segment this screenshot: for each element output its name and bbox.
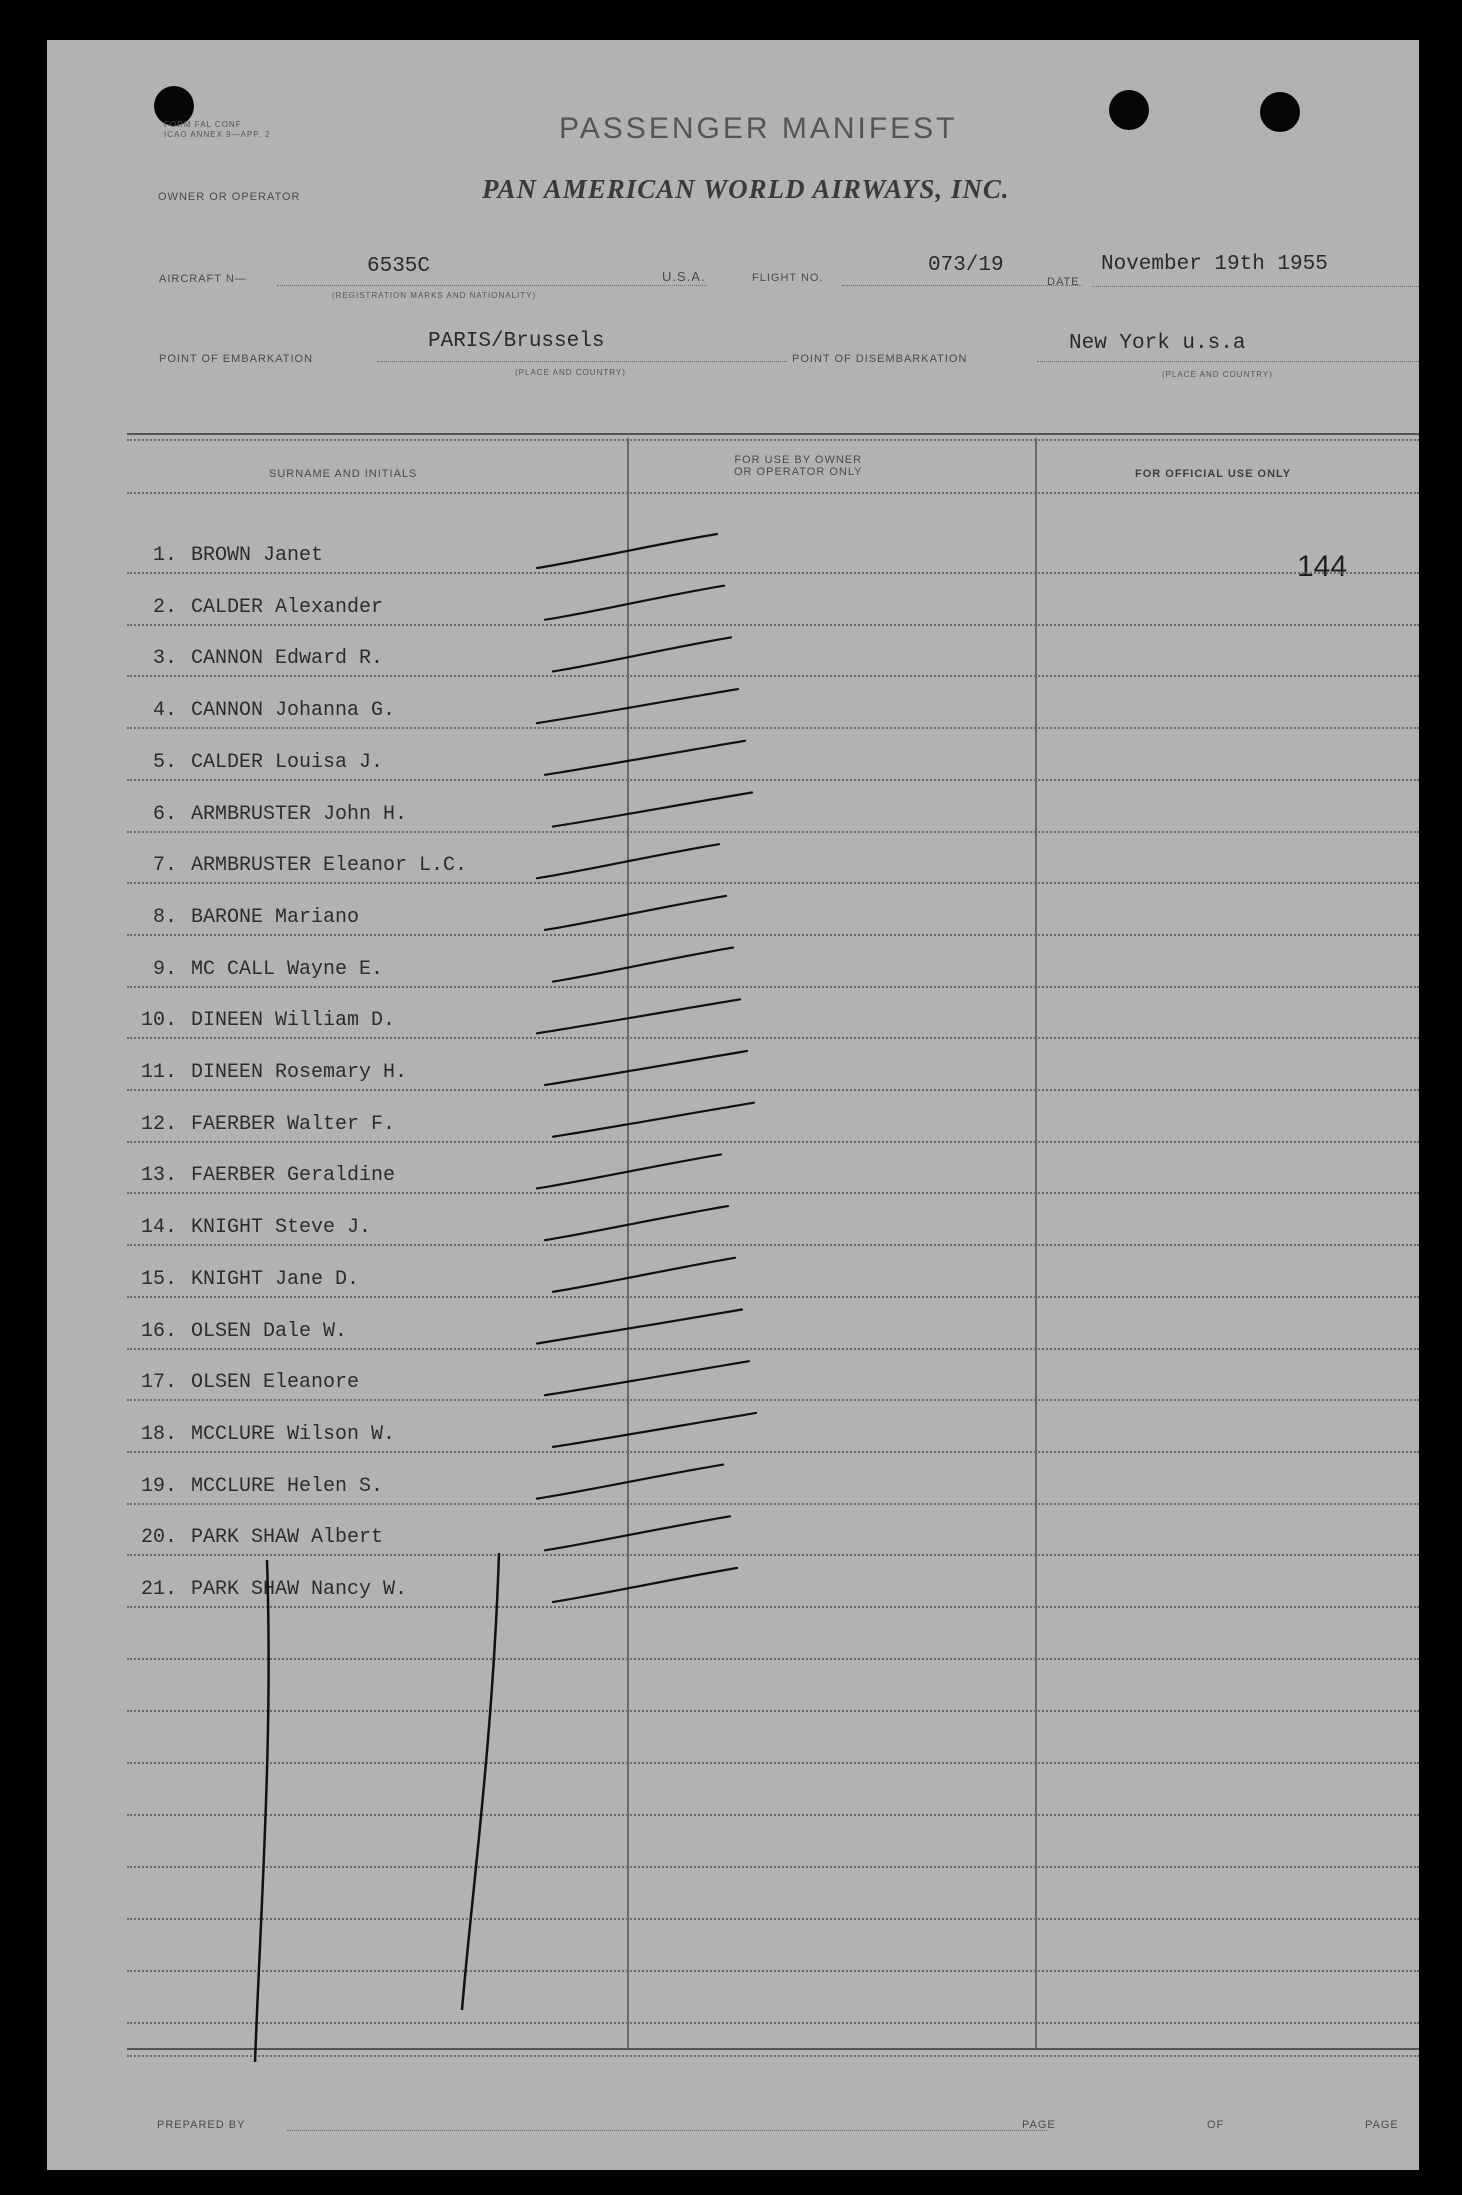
checkmark-stroke — [545, 1516, 730, 1550]
passenger-number: 11. — [140, 1061, 177, 1084]
checkmark-stroke — [553, 1413, 756, 1447]
checkmark-stroke — [537, 689, 738, 723]
checkmark-stroke — [553, 637, 731, 671]
checkmark-stroke — [545, 586, 724, 620]
aircraft-label: AIRCRAFT N— — [159, 273, 247, 285]
cancel-stroke-left — [255, 1560, 269, 2062]
checkmark-stroke — [545, 741, 745, 775]
embarkation-caption: (PLACE AND COUNTRY) — [515, 368, 626, 377]
checkmark-stroke — [537, 534, 717, 568]
cancel-stroke-right — [462, 1553, 499, 2010]
checkmark-stroke — [537, 1154, 721, 1188]
column-header-surname: SURNAME AND INITIALS — [269, 468, 418, 480]
passenger-number: 21. — [140, 1578, 177, 1601]
checkmark-stroke — [553, 1568, 737, 1602]
passenger-name: PARK SHAW Albert — [191, 1526, 384, 1549]
flight-value: 073/19 — [928, 254, 1004, 277]
of-label: OF — [1207, 2119, 1225, 2131]
checkmark-stroke — [537, 844, 719, 878]
checkmark-stroke — [537, 1465, 723, 1499]
passenger-name: CANNON Edward R. — [191, 647, 384, 670]
passenger-name: CALDER Louisa J. — [191, 751, 384, 774]
passenger-number: 12. — [140, 1113, 177, 1136]
passenger-number: 3. — [152, 647, 177, 670]
passenger-number: 20. — [140, 1526, 177, 1549]
passenger-name: KNIGHT Jane D. — [191, 1268, 360, 1291]
registration-caption: (REGISTRATION MARKS AND NATIONALITY) — [332, 291, 537, 300]
passenger-name: CANNON Johanna G. — [191, 699, 396, 722]
passenger-number: 19. — [140, 1475, 177, 1498]
page-label-right: PAGE — [1365, 2119, 1399, 2131]
checkmark-stroke — [553, 1103, 754, 1137]
checkmark-stroke — [553, 1258, 735, 1292]
passenger-number: 7. — [152, 854, 177, 877]
passenger-number: 15. — [140, 1268, 177, 1291]
prepared-by-label: PREPARED BY — [157, 2119, 246, 2131]
checkmark-stroke — [545, 1051, 747, 1085]
passenger-name: DINEEN Rosemary H. — [191, 1061, 408, 1084]
flight-label: FLIGHT NO. — [752, 272, 824, 284]
passenger-number: 10. — [140, 1009, 177, 1032]
passenger-number: 2. — [152, 596, 177, 619]
column-header-owner-use: FOR USE BY OWNER OR OPERATOR ONLY — [734, 454, 863, 478]
manifest-sheet — [47, 40, 1419, 2170]
checkmark-stroke — [537, 1310, 742, 1344]
checkmark-stroke — [553, 793, 752, 827]
embarkation-value: PARIS/Brussels — [428, 330, 605, 353]
date-value: November 19th 1955 — [1101, 253, 1328, 276]
passenger-name: OLSEN Eleanore — [191, 1371, 360, 1394]
passenger-number: 1. — [152, 544, 177, 567]
checkmark-stroke — [545, 1361, 749, 1395]
passenger-name: DINEEN William D. — [191, 1009, 396, 1032]
passenger-number: 14. — [140, 1216, 177, 1239]
passenger-name: CALDER Alexander — [191, 596, 384, 619]
passenger-name: BARONE Mariano — [191, 906, 360, 929]
form-reference: FORM FAL CONF ICAO ANNEX 9—APP. 2 — [164, 120, 271, 139]
passenger-name: ARMBRUSTER John H. — [191, 803, 408, 826]
owner-label: OWNER OR OPERATOR — [158, 191, 301, 203]
passenger-name: OLSEN Dale W. — [191, 1320, 348, 1343]
passenger-name: KNIGHT Steve J. — [191, 1216, 372, 1239]
passenger-name: FAERBER Geraldine — [191, 1164, 396, 1187]
checkmark-stroke — [537, 999, 740, 1033]
page-label: PAGE — [1022, 2119, 1056, 2131]
checkmark-stroke — [553, 948, 733, 982]
aircraft-value: 6535C — [367, 255, 431, 278]
passenger-name: PARK SHAW Nancy W. — [191, 1578, 408, 1601]
passenger-name: MCCLURE Helen S. — [191, 1475, 384, 1498]
country-label: U.S.A. — [662, 269, 706, 284]
passenger-name: BROWN Janet — [191, 544, 324, 567]
passenger-name: MC CALL Wayne E. — [191, 958, 384, 981]
official-note: 144 — [1297, 550, 1348, 583]
passenger-number: 9. — [152, 958, 177, 981]
passenger-number: 16. — [140, 1320, 177, 1343]
checkmark-stroke — [545, 1206, 728, 1240]
disembarkation-value: New York u.s.a — [1069, 332, 1246, 355]
passenger-number: 8. — [152, 906, 177, 929]
passenger-name: MCCLURE Wilson W. — [191, 1423, 396, 1446]
passenger-number: 13. — [140, 1164, 177, 1187]
date-label: DATE — [1047, 276, 1080, 288]
passenger-number: 17. — [140, 1371, 177, 1394]
owner-value: PAN AMERICAN WORLD AIRWAYS, INC. — [482, 174, 1010, 204]
checkmark-strokes — [537, 534, 756, 1602]
passenger-number: 4. — [152, 699, 177, 722]
disembarkation-caption: (PLACE AND COUNTRY) — [1162, 370, 1273, 379]
embarkation-label: POINT OF EMBARKATION — [159, 353, 314, 365]
column-header-official: FOR OFFICIAL USE ONLY — [1135, 468, 1292, 480]
passenger-name: FAERBER Walter F. — [191, 1113, 396, 1136]
page-title: PASSENGER MANIFEST — [559, 112, 958, 145]
checkmark-stroke — [545, 896, 726, 930]
passenger-number: 5. — [152, 751, 177, 774]
passenger-number: 6. — [152, 803, 177, 826]
disembarkation-label: POINT OF DISEMBARKATION — [792, 353, 968, 365]
handwritten-marks — [47, 40, 1419, 2170]
passenger-name: ARMBRUSTER Eleanor L.C. — [191, 854, 468, 877]
passenger-number: 18. — [140, 1423, 177, 1446]
